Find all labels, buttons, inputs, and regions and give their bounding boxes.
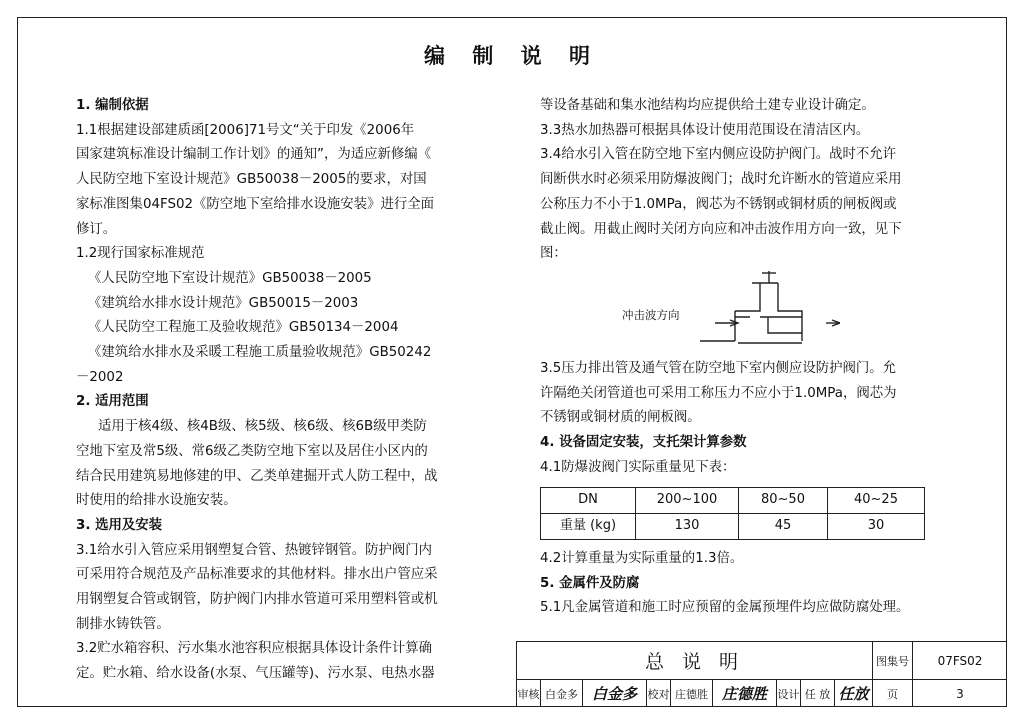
text-line: 图： (540, 246, 567, 262)
standard-reference: 《建筑给水排水设计规范》GB50015－2003 (88, 295, 359, 311)
section-4-heading: 4. 设备固定安装，支托架计算参数 (540, 435, 747, 451)
table-cell: 40~25 (828, 488, 925, 514)
design-label: 设计 (777, 680, 801, 707)
text-line: 空地下室及常5级、常6级乙类防空地下室以及居住小区内的 (76, 443, 428, 459)
checker-name: 庄德胜 (671, 680, 713, 707)
text-line: 时使用的给排水设施安装。 (76, 493, 237, 509)
text-line: 3.4给水引入管在防空地下室内侧应设防护阀门。战时不允许 (540, 147, 897, 163)
text-line: 国家建筑标准设计编制工作计划》的通知”，为适应新修编《 (76, 147, 432, 163)
page-number: 3 (956, 686, 964, 701)
text-line: 截止阀。用截止阀时关闭方向应和冲击波作用方向一致，见下 (540, 221, 902, 237)
section-4-2: 4.2计算重量为实际重量的1.3倍。 (540, 550, 744, 566)
designer-name: 任 放 (801, 680, 835, 707)
text-line: 3.1给水引入管应采用钢塑复合管、热镀锌钢管。防护阀门内 (76, 542, 433, 558)
text-line: 3.3热水加热器可根据具体设计使用范围设在清洁区内。 (540, 122, 870, 138)
shutoff-valve-drawing (540, 271, 840, 351)
text-line: －2002 (76, 369, 124, 385)
text-line: 制排水铸铁管。 (76, 616, 170, 632)
left-column (76, 94, 494, 687)
text-line: 3.2贮水箱容积、污水集水池容积应根据具体设计条件计算确 (76, 641, 433, 657)
table-cell: 45 (739, 514, 828, 540)
text-line: 公称压力不小于1.0MPa，阀芯为不锈钢或铜材质的闸板阀或 (540, 196, 897, 212)
text-line: 1.1根据建设部建质函[2006]71号文“关于印发《2006年 (76, 122, 415, 138)
page-label: 页 (873, 680, 913, 707)
table-cell: DN (541, 488, 636, 514)
text-line: 修订。 (76, 221, 117, 237)
text-line: 等设备基础和集水池结构均应提供给土建专业设计确定。 (540, 98, 875, 113)
right-mid-text (540, 357, 950, 431)
text-line: 适用于核4级、核4B级、核5级、核6级、核6B级甲类防 (98, 419, 427, 435)
section-4-1: 4.1防爆波阀门实际重量见下表： (540, 459, 736, 475)
checker-signature: 庄德胜 (713, 680, 777, 707)
table-cell: 200~100 (636, 488, 739, 514)
table-cell: 重量 (kg) (541, 514, 636, 540)
page-title: 编 制 说 明 (424, 44, 600, 68)
standard-reference: 《人民防空地下室设计规范》GB50038－2005 (88, 270, 372, 286)
text-line: 间断供水时必须采用防爆波阀门；战时允许断水的管道应采用 (540, 172, 902, 188)
table-header-row (541, 488, 925, 514)
section-5-1: 5.1凡金属管道和施工时应预留的金属预埋件均应做防腐处理。 (540, 600, 910, 616)
section-heading: 3. 选用及安装 (76, 517, 163, 533)
text-line: 不锈钢或铜材质的闸板阀。 (540, 410, 701, 426)
title-block-title: 总 说 明 (517, 642, 873, 680)
text-line: 人民防空地下室设计规范》GB50038－2005的要求，对国 (76, 172, 427, 188)
table-cell: 130 (636, 514, 739, 540)
right-top-text (540, 94, 950, 267)
text-line: 用钢塑复合管或钢管，防护阀门内排水管道可采用塑料管或机 (76, 592, 438, 608)
standard-reference: 《建筑给水排水及采暖工程施工质量验收规范》GB50242 (88, 345, 432, 361)
section-heading: 1. 编制依据 (76, 98, 149, 113)
text-line: 可采用符合规范及产品标准要求的其他材料。排水出户管应采 (76, 567, 438, 583)
text-line: 定。贮水箱、给水设备(水泵、气压罐等)、污水泵、电热水器 (76, 666, 435, 682)
atlas-no: 07FS02 (913, 642, 1007, 680)
reviewer-signature: 白金多 (583, 680, 647, 707)
atlas-no-label: 图集号 (873, 642, 913, 680)
reviewer-name: 白金多 (541, 680, 583, 707)
title-block (516, 641, 1006, 706)
standard-reference: 《人民防空工程施工及验收规范》GB50134－2004 (88, 320, 399, 336)
check-label: 校对 (647, 680, 671, 707)
text-line: 1.2现行国家标准规范 (76, 246, 205, 262)
text-line: 家标准图集04FS02《防空地下室给排水设施安装》进行全面 (76, 196, 435, 212)
table-row (541, 514, 925, 540)
section-5-heading: 5. 金属件及防腐 (540, 575, 640, 591)
table-cell: 80~50 (739, 488, 828, 514)
text-line: 3.5压力排出管及通气管在防空地下室内侧应设防护阀门。允 (540, 360, 897, 376)
right-column (540, 94, 950, 621)
review-label: 审核 (517, 680, 541, 707)
shock-wave-direction-label: 冲击波方向 (622, 307, 680, 322)
section-heading: 2. 适用范围 (76, 394, 149, 410)
text-line: 许隔绝关闭管道也可采用工称压力不应小于1.0MPa，阀芯为 (540, 385, 897, 401)
text-line: 结合民用建筑易地修建的甲、乙类单建掘开式人防工程中，战 (76, 468, 438, 484)
designer-signature: 任放 (835, 680, 873, 707)
table-cell: 30 (828, 514, 925, 540)
valve-weight-table (540, 487, 925, 539)
valve-diagram (540, 271, 950, 351)
